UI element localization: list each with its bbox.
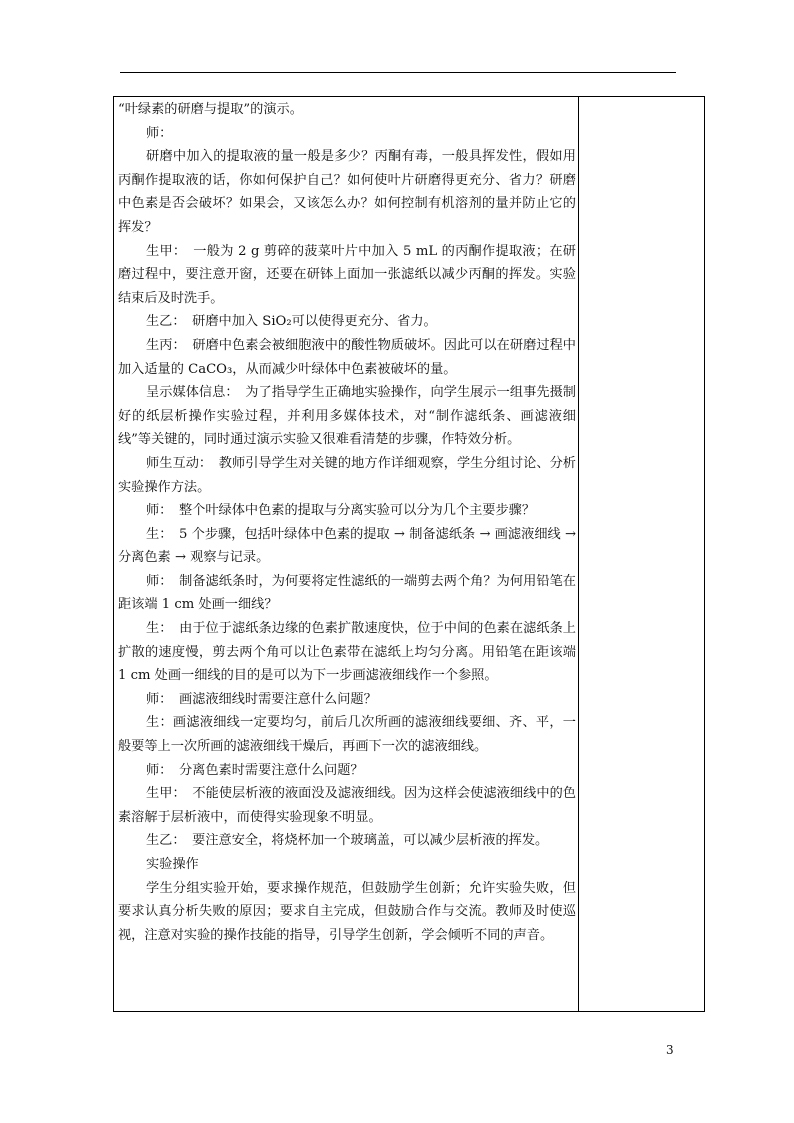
paragraph: 研磨中加入的提取液的量一般是多少？丙酮有毒，一般具挥发性，假如用丙酮作提取液的话，你如何保护自己？如何使叶片研磨得更充分、省力？研磨中色素是否会破坏？如果会，又该怎么办？如何控制有机溶剂的量并防止它的挥发？ [118, 149, 576, 235]
paragraph: “叶绿素的研磨与提取”的演示。 [118, 102, 303, 117]
paragraph: 师： 制备滤纸条时，为何要将定性滤纸的一端剪去两个角？为何用铅笔在距该端 1 cm 处画一细线？ [118, 573, 576, 613]
paragraph: 生： 由于位于滤纸条边缘的色素扩散速度快，位于中间的色素在滤纸条上扩散的速度慢，剪去两个角可以让色素带在滤纸上均匀分离。用铅笔在距该端 1 cm 处画一细线的目的是可以为下一步画滤液细线作一个参照。 [118, 621, 576, 684]
paragraph: 生乙： 要注意安全，将烧杯加一个玻璃盖，可以减少层析液的挥发。 [146, 833, 549, 849]
paragraph: 呈示媒体信息： 为了指导学生正确地实验操作，向学生展示一组事先摄制好的纸层析操作实验过程，并利用多媒体技术，对“制作滤纸条、画滤液细线”等关键的，同时通过演示实验又很难看清楚的步骤，作特效分析。 [118, 385, 576, 448]
paragraph: 生甲： 一般为 2 g 剪碎的菠菜叶片中加入 5 mL 的丙酮作提取液；在研磨过程中，要注意开窗，还要在研钵上面加一张滤纸以减少丙酮的挥发。实验结束后及时洗手。 [118, 243, 576, 306]
paragraph: 师： [146, 125, 173, 141]
header-rule [120, 72, 676, 73]
section-heading: 实验操作 [146, 857, 199, 872]
paragraph: 生： 5 个步骤，包括叶绿体中色素的提取 → 制备滤纸条 → 画滤液细线 → 分离色素 → 观察与记录。 [118, 526, 576, 566]
paragraph: 师生互动： 教师引导学生对关键的地方作详细观察，学生分组讨论、分析实验操作方法。 [118, 455, 576, 495]
page-number: 3 [666, 1043, 674, 1057]
paragraph: 生乙： 研磨中加入 SiO₂可以使得更充分、省力。 [146, 314, 437, 330]
lesson-content [118, 98, 576, 947]
paragraph: 生：画滤液细线一定要均匀，前后几次所画的滤液细线要细、齐、平，一般要等上一次所画的滤液细线干燥后，再画下一次的滤液细线。 [118, 715, 576, 755]
paragraph: 师： 画滤液细线时需要注意什么问题？ [146, 691, 377, 707]
paragraph: 师： 整个叶绿体中色素的提取与分离实验可以分为几个主要步骤？ [146, 503, 536, 519]
column-divider [578, 96, 579, 1012]
paragraph: 生甲： 不能使层析液的液面没及滤液细线。因为这样会使滤液细线中的色素溶解于层析液中，而使得实验现象不明显。 [118, 786, 576, 825]
paragraph: 师： 分离色素时需要注意什么问题？ [146, 762, 364, 778]
paragraph: 学生分组实验开始，要求操作规范，但鼓励学生创新；允许实验失败，但要求认真分析失败的原因；要求自主完成，但鼓励合作与交流。教师及时使巡视，注意对实验的操作技能的指导，引导学生创新，学会倾听不同的声音。 [118, 880, 576, 943]
paragraph: 生丙： 研磨中色素会被细胞液中的酸性物质破坏。因此可以在研磨过程中加入适量的 CaCO₃，从而减少叶绿体中色素被破坏的量。 [118, 337, 576, 377]
